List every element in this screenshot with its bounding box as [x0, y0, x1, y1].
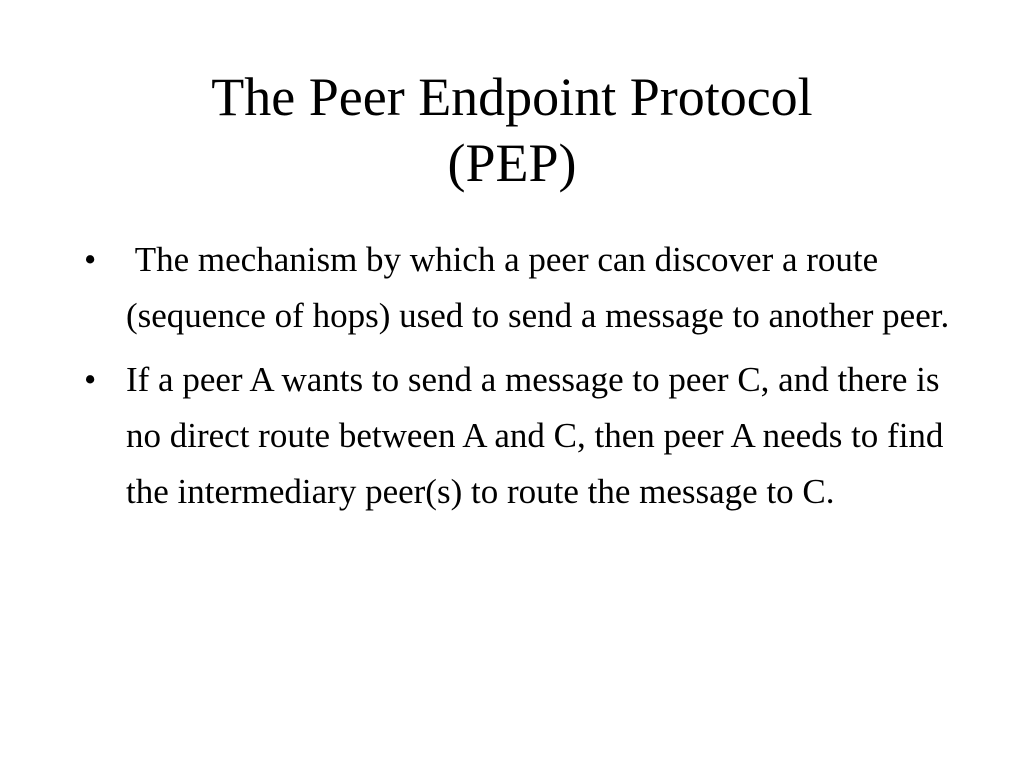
bullet-text-1: The mechanism by which a peer can discover a route (sequence of hops) used to send a message to another peer. — [126, 240, 950, 335]
bullet-item-1 — [84, 232, 964, 344]
bullet-marker-icon: • — [84, 240, 97, 279]
bullet-text-2: If a peer A wants to send a message to peer C, and there is no direct route between A and C, then peer A needs to find the intermediary peer(s) to route the message to C. — [126, 360, 953, 511]
slide-title-line-2: (PEP) — [447, 133, 577, 193]
bullet-list — [84, 232, 964, 528]
slide-title — [60, 64, 964, 196]
bullet-marker-icon: • — [84, 360, 97, 399]
bullet-item-2 — [84, 352, 964, 520]
slide-title-line-1: The Peer Endpoint Protocol — [211, 67, 813, 127]
